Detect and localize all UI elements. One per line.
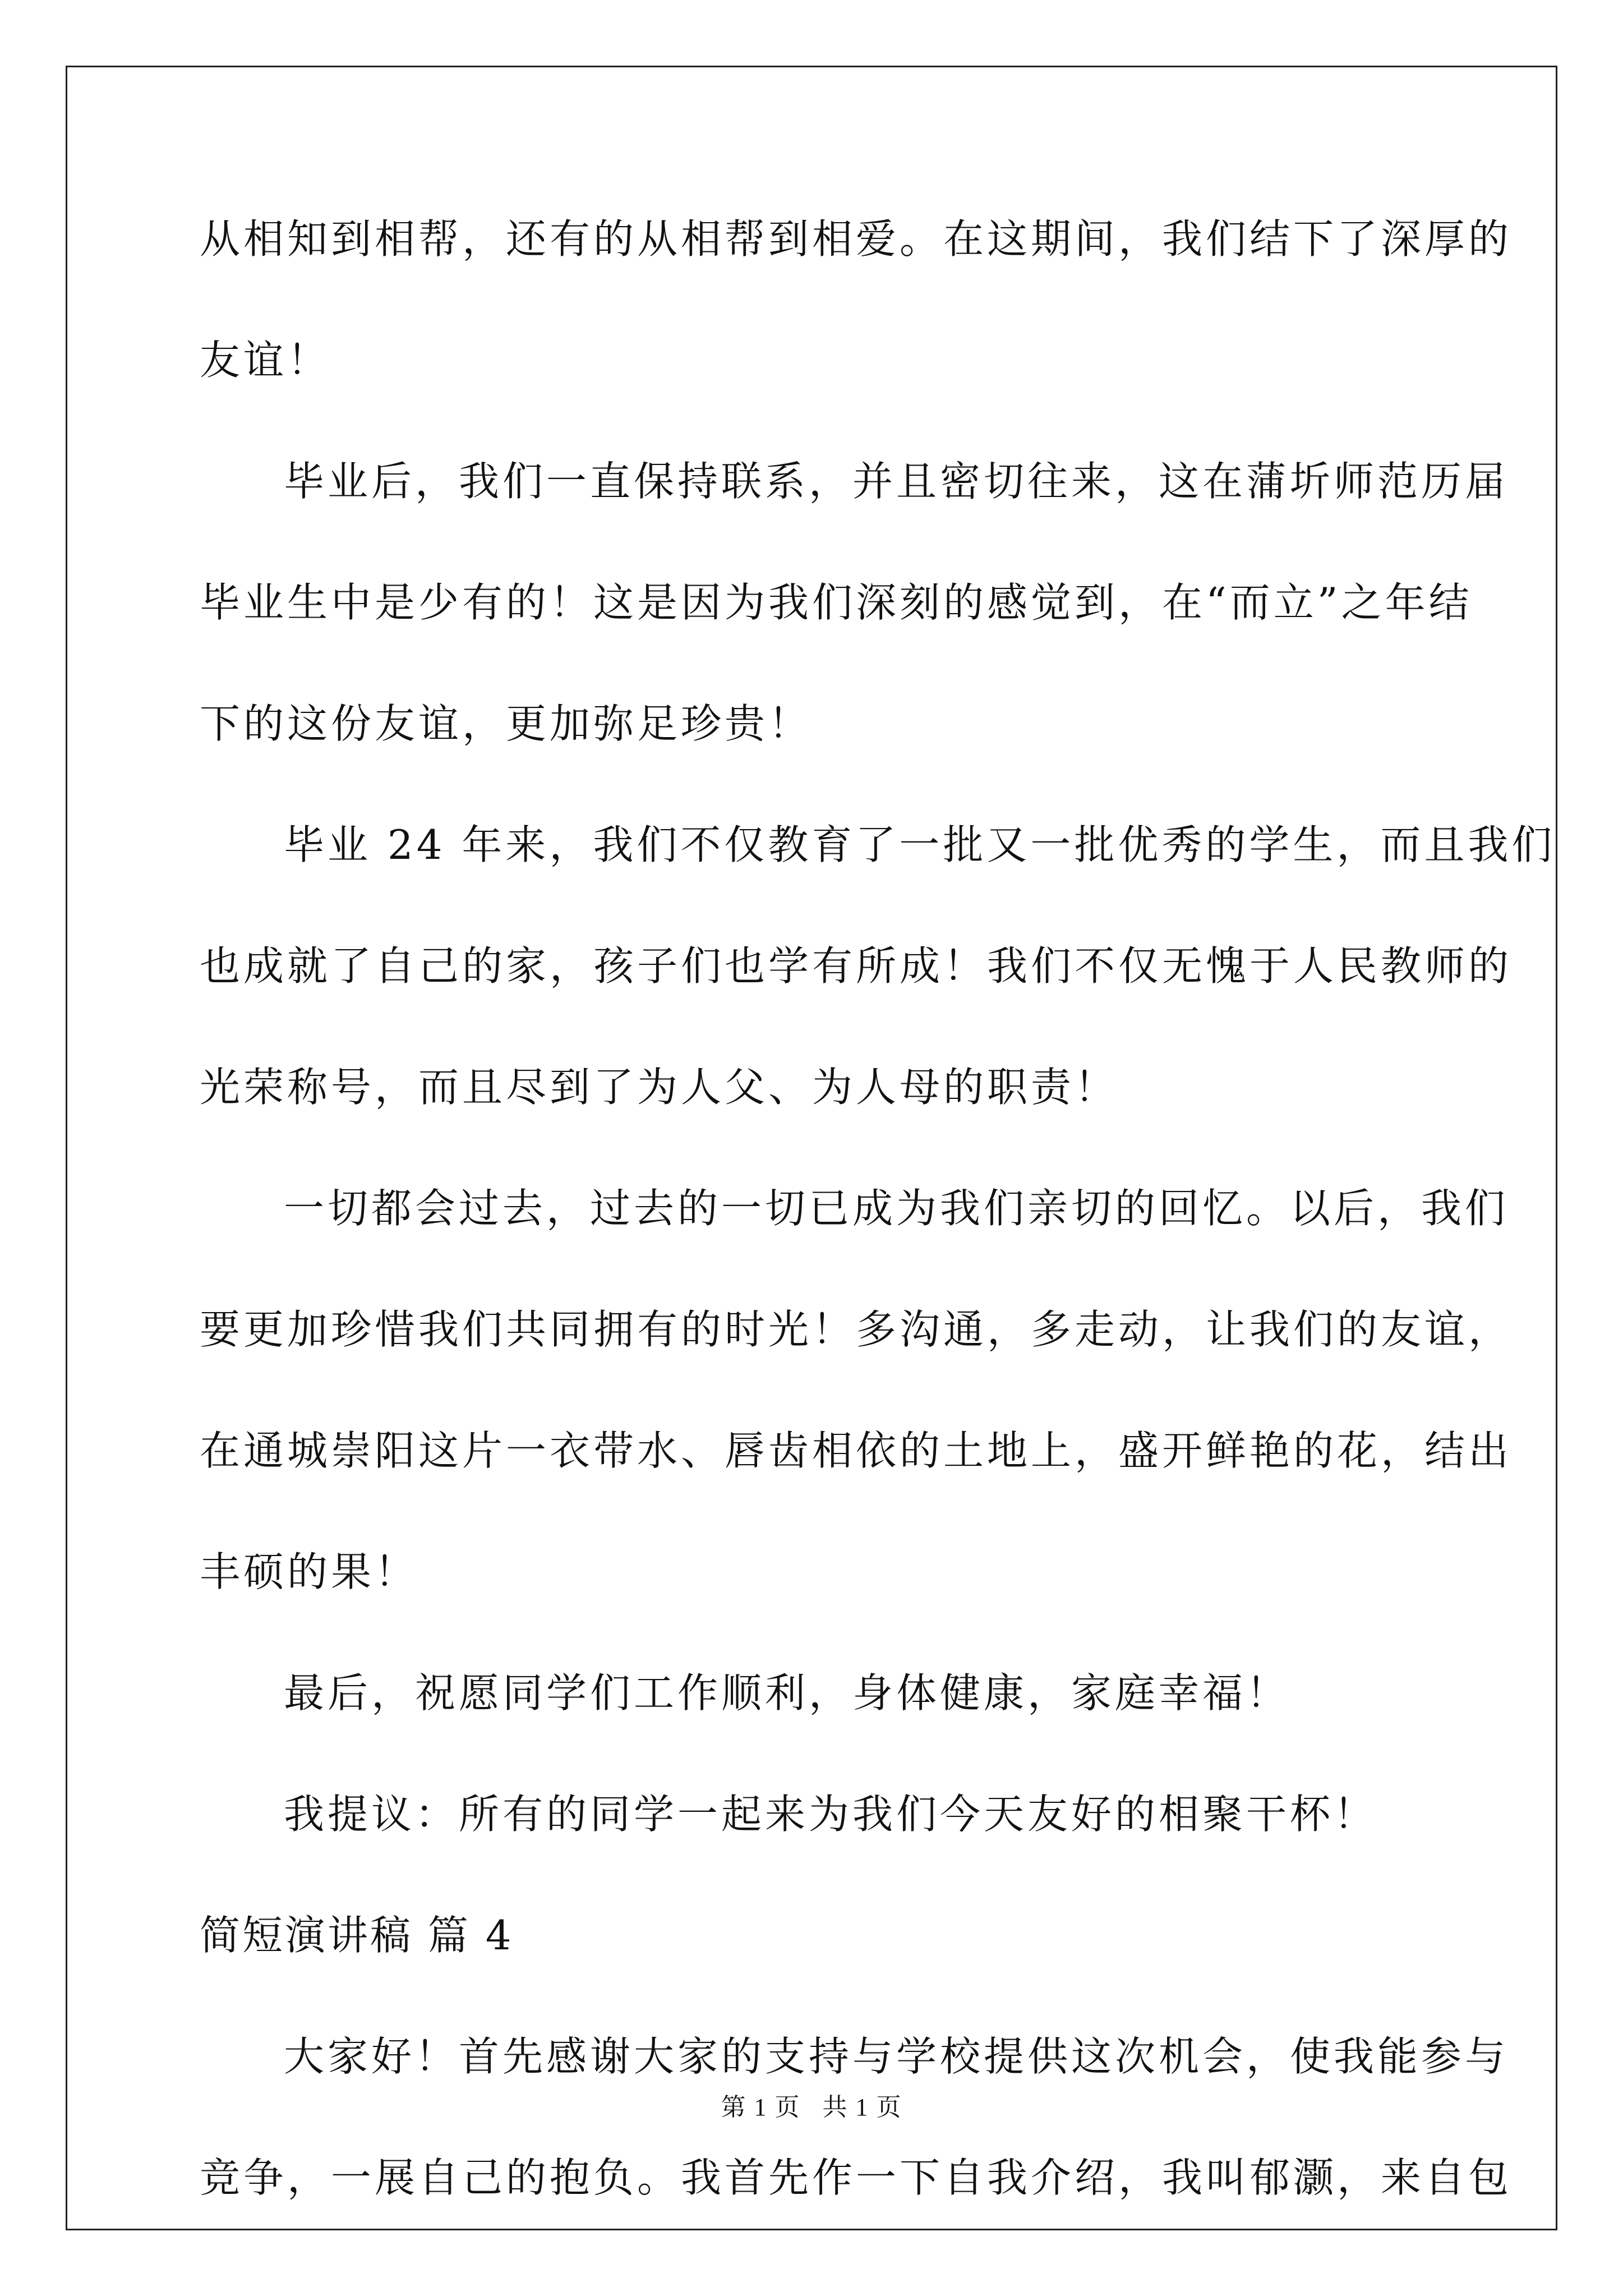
paragraph-line: 我提议：所有的同学一起来为我们今天友好的相聚干杯！ [284, 1791, 1378, 1838]
paragraph-line: 丰硕的果！ [200, 1548, 419, 1595]
paragraph-line: 也成就了自己的家，孩子们也学有所成！我们不仅无愧于人民教师的 [200, 942, 1513, 990]
paragraph-line: 最后，祝愿同学们工作顺利，身体健康，家庭幸福！ [284, 1669, 1290, 1717]
paragraph-line: 在通城崇阳这片一衣带水、唇齿相依的土地上，盛开鲜艳的花，结出 [200, 1427, 1513, 1474]
paragraph-line: 毕业生中是少有的！这是因为我们深刻的感觉到，在“而立”之年结 [200, 579, 1473, 626]
paragraph-line: 要更加珍惜我们共同拥有的时光！多沟通，多走动，让我们的友谊， [200, 1306, 1513, 1353]
paragraph-line: 光荣称号，而且尽到了为人父、为人母的职责！ [200, 1064, 1119, 1111]
paragraph-line: 一切都会过去，过去的一切已成为我们亲切的回忆。以后，我们 [284, 1185, 1509, 1232]
section-heading: 简短演讲稿 篇 4 [200, 1912, 514, 1959]
document-body [200, 215, 1556, 2279]
paragraph-line: 从相知到相帮，还有的从相帮到相爱。在这期间，我们结下了深厚的 [200, 215, 1513, 263]
paragraph-line: 毕业后，我们一直保持联系，并且密切往来，这在蒲圻师范历届 [284, 458, 1509, 505]
page-footer [0, 2095, 1623, 2120]
paragraph-line: 下的这份友谊，更加弥足珍贵！ [200, 700, 813, 747]
page-number-label: 第 1 页 共 1 页 [721, 2093, 902, 2121]
paragraph-line: 毕业 24 年来，我们不仅教育了一批又一批优秀的学生，而且我们 [284, 821, 1556, 868]
paragraph-line: 友谊！ [200, 337, 331, 384]
paragraph-line: 大家好！首先感谢大家的支持与学校提供这次机会，使我能参与 [284, 2033, 1509, 2080]
paragraph-line: 竞争，一展自己的抱负。我首先作一下自我介绍，我叫郁灏，来自包 [200, 2154, 1513, 2201]
